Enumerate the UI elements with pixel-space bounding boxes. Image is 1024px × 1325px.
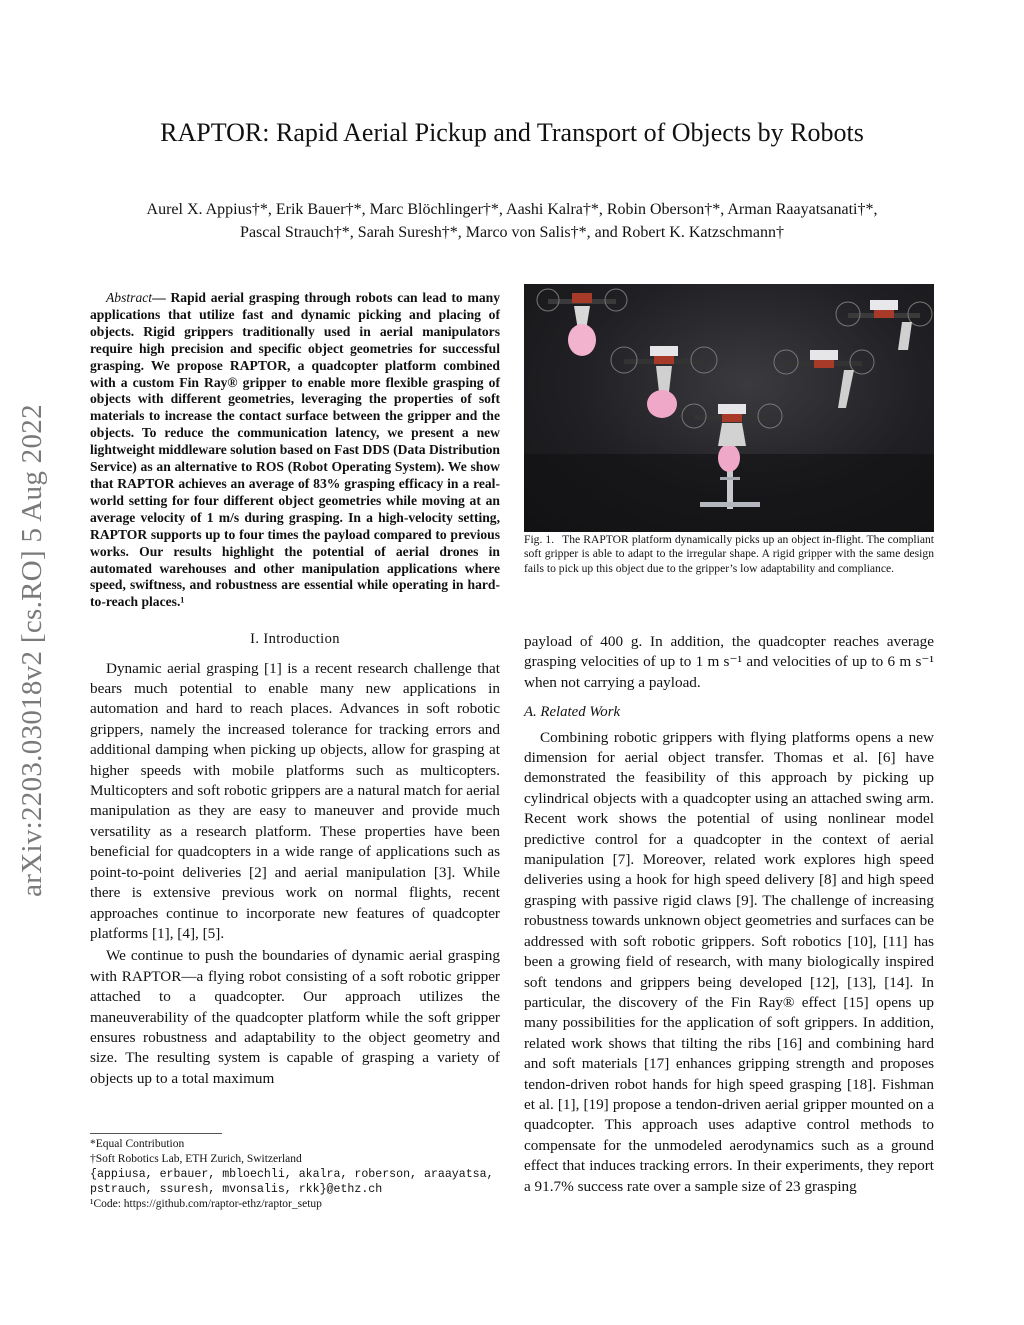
footnotes	[90, 1133, 500, 1212]
right-column	[524, 632, 934, 1199]
footnote-equal-contribution: *Equal Contribution	[90, 1138, 185, 1150]
figure-1-label: Fig. 1.	[524, 533, 555, 546]
figure-1-caption-text: The RAPTOR platform dynamically picks up an object in-flight. The compliant soft gripper is able to adapt to the irregular shape. A rigid gripper with the same design fails to pick up this object due to the gripper’s low adaptability and compliance.	[524, 533, 934, 575]
author-line-1: Aurel X. Appius†*, Erik Bauer†*, Marc Blöchlinger†*, Aashi Kalra†*, Robin Oberson†*, Arman Raayatsanati†*,	[146, 201, 878, 218]
arxiv-identifier	[4, 352, 60, 948]
related-work-paragraph: Combining robotic grippers with flying platforms opens a new dimension for aerial object transfer. Thomas et al. [6] have demonstrated the feasibility of this approach by picking up cylindrical objects with a quadcopter using an attached swing arm. Recent work shows the potential of using nonlinear model predictive control for a quadcopter in the context of aerial manipulation [7]. Moreover, related work explores high speed deliveries using a hook for high speed delivery [8] and high speed grasping with passive rigid claws [9]. The challenge of increasing robustness towards unknown object geometries and surfaces can be addressed with soft robotic grippers. Soft robotics [10], [11] has been a growing field of research, with many biologically inspired soft tendons and grippers being developed [12], [13], [14]. In particular, the discovery of the Fin Ray® effect [15] opens up many possibilities for the application of soft grippers. In addition, related work shows that tilting the ribs [16] and combining hard and soft materials [17] enhances gripping strength and proposes tendon-driven robot hands for high speed grasping [18]. Fishman et al. [1], [19] propose a tendon-driven aerial gripper mounted on a quadcopter. This approach uses adaptive control methods to compensate for the unmodeled aerodynamics such as a ground effect that induces tracking errors. In their experiments, they report a 91.7% success rate over a sample size of 23 grasping	[524, 728, 934, 1195]
footnote-affiliation: †Soft Robotics Lab, ETH Zurich, Switzerland	[90, 1153, 302, 1165]
arxiv-identifier-text: arXiv:2203.03018v2 [cs.RO] 5 Aug 2022	[15, 403, 48, 897]
intro-continuation: payload of 400 g. In addition, the quadcopter reaches average grasping velocities of up to 1 m s⁻¹ and velocities of up to 6 m s⁻¹ when not carrying a payload.	[524, 633, 934, 691]
author-list	[80, 198, 944, 244]
abstract-lead: Abstract	[106, 290, 153, 305]
footnote-emails: {appiusa, erbauer, mbloechli, akalra, roberson, araayatsa, pstrauch, ssuresh, mvonsalis, rkk}@ethz.ch	[90, 1168, 494, 1196]
footnote-code-link[interactable]: ¹Code: https://github.com/raptor-ethz/raptor_setup	[90, 1198, 322, 1210]
abstract-text: — Rapid aerial grasping through robots can lead to many applications that utilize fast and dynamic picking and placing of objects. Rigid grippers traditionally used in aerial manipulators require high precision and specific object geometries for successful grasping. We propose RAPTOR, a quadcopter platform combined with a custom Fin Ray® gripper to enable more flexible grasping of objects with different geometries, leveraging the properties of soft materials to increase the contact surface between the gripper and the objects. To reduce the communication latency, we present a new lightweight middleware solution based on Fast DDS (Data Distribution Service) as an alternative to ROS (Robot Operating System). We show that RAPTOR achieves an average of 83% grasping efficacy in a real-world setting for four different object geometries while moving at an average velocity of 1 m/s during grasping. In a high-velocity setting, RAPTOR supports up to four times the payload compared to previous works. Our results highlight the potential of aerial drones in automated warehouses and other manipulation applications where speed, swiftness, and robustness are essential while operating in hard-to-reach places.¹	[90, 290, 500, 610]
abstract	[90, 290, 500, 611]
left-column	[90, 290, 500, 1091]
intro-paragraph-2: We continue to push the boundaries of dynamic aerial grasping with RAPTOR—a flying robot consisting of a soft robotic gripper attached to a quadcopter. Our approach utilizes the maneuverability of the quadcopter platform while the soft gripper ensures robustness and adaptability to the object geometry and size. The resulting system is capable of grasping a variety of objects up to a total maximum	[90, 947, 500, 1087]
footnote-rule	[90, 1133, 222, 1134]
intro-paragraph-1: Dynamic aerial grasping [1] is a recent research challenge that bears much potential to enable many new applications in automation and hard to reach places. Advances in soft robotic grippers, namely the increased tolerance for tracking errors and additional damping when picking up objects, allow for grasping at higher speeds with mobile platforms such as multicopters. Multicopters and soft robotic grippers are a natural match for aerial manipulation as they are easy to maneuver and provide much versatility as a research platform. These properties have been beneficial for quadcopters in a wide range of applications such as point-to-point deliveries [2] and aerial manipulation [3]. While there is extensive previous work on normal flights, recent approaches continue to incorporate new features of quadcopter platforms [1], [4], [5].	[90, 659, 500, 942]
figure-1-photo	[524, 284, 934, 532]
section-heading-introduction: I. Introduction	[250, 631, 340, 648]
drone-photo-illustration	[524, 284, 934, 532]
paper-title: RAPTOR: Rapid Aerial Pickup and Transport of Objects by Robots	[160, 118, 864, 147]
subsection-heading-related-work: A. Related Work	[524, 704, 621, 721]
figure-1-caption	[524, 533, 934, 576]
author-line-2: Pascal Strauch†*, Sarah Suresh†*, Marco von Salis†*, and Robert K. Katzschmann†	[240, 224, 784, 241]
